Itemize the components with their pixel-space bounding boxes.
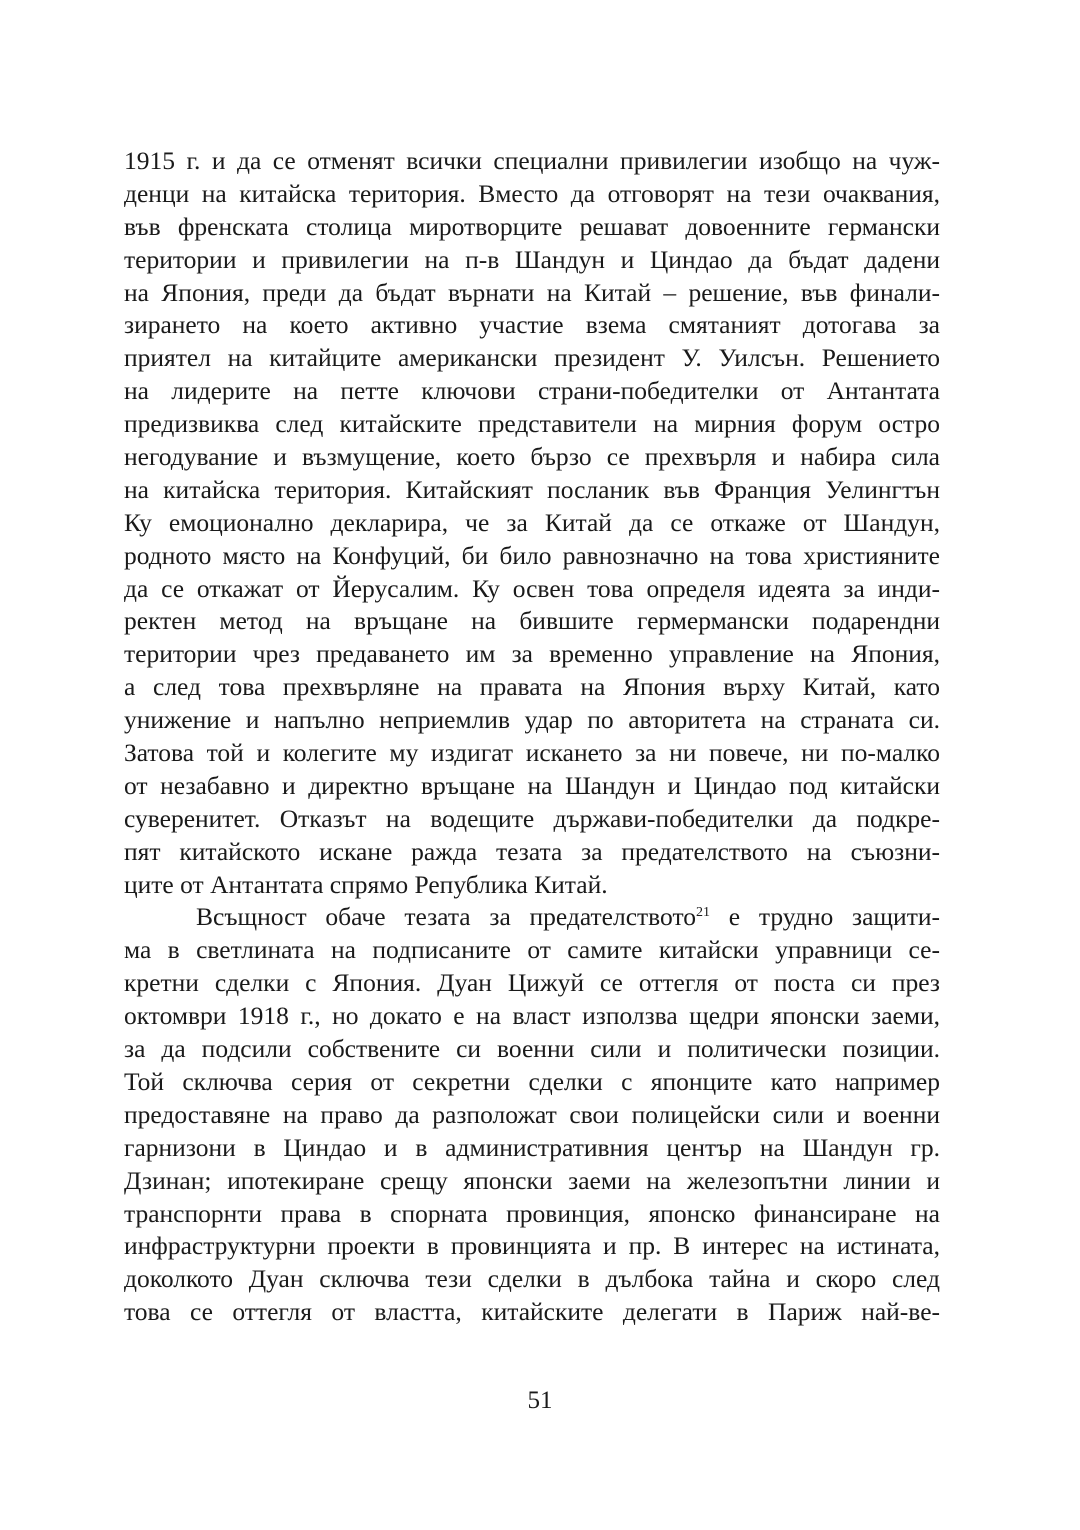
text-line: пят китайското искане ражда тезата за предателството на съюзни-: [124, 836, 940, 866]
text-line: във френската столица миротворците решават довоенните германски: [124, 211, 940, 241]
page-body: [124, 145, 940, 1329]
text-line: това се оттегля от властта, китайските делегати в Париж най-ве-: [124, 1297, 940, 1327]
text-line: унижение и напълно неприемлив удар по авторитета на страната си.: [124, 705, 940, 735]
text-fragment: е трудно защити-: [710, 902, 940, 932]
paragraph-2: [124, 901, 940, 1329]
text-fragment: Всъщност обаче тезата за предателството: [196, 902, 697, 932]
text-line: гарнизони в Циндао и в административния център на Шандун гр.: [124, 1132, 940, 1162]
text-line: ма в светлината на подписаните от самите китайски управници се-: [124, 935, 940, 965]
text-line: на Япония, преди да бъдат върнати на Китай – решение, във финали-: [124, 277, 940, 307]
text-line: от незабавно и директно връщане на Шандун и Циндао под китайски: [124, 770, 940, 800]
text-line: негодувание и възмущение, което бързо се прехвърля и набира сила: [124, 442, 940, 472]
text-line: територии и привилегии на п-в Шандун и Циндао да бъдат дадени: [124, 244, 940, 274]
text-line: кретни сделки с Япония. Дуан Цижуй се оттегля от поста си през: [124, 968, 940, 998]
text-line: за да подсили собствените си военни сили и политически позиции.: [124, 1034, 940, 1064]
text-line: доколкото Дуан сключва тези сделки в дълбока тайна и скоро след: [124, 1264, 940, 1294]
text-line: на китайска територия. Китайският посланик във Франция Уелингтън: [124, 474, 940, 504]
text-line: приятел на китайците американски президент У. Уилсън. Решението: [124, 343, 940, 373]
text-line: територии чрез предаването им за временно управление на Япония,: [124, 639, 940, 669]
text-line: предизвиква след китайските представители на мирния форум остро: [124, 409, 940, 439]
text-line: транспорнти права в спорната провинция, японско финансиране на: [124, 1198, 940, 1228]
text-line: Дзинан; ипотекиране срещу японски заеми на железопътни линии и: [124, 1165, 940, 1195]
footnote-reference[interactable]: 21: [696, 905, 711, 921]
text-line: [124, 901, 940, 934]
text-line: ците от Антантата спрямо Република Китай.: [124, 869, 608, 899]
text-line: октомври 1918 г., но докато е на власт използва щедри японски заеми,: [124, 1001, 940, 1031]
text-line: Той сключва серия от секретни сделки с японците като например: [124, 1066, 940, 1096]
text-line: Затова той и колегите му издигат искането за ни повече, ни по-малко: [124, 738, 940, 768]
text-line: на лидерите на петте ключови страни-победителки от Антантата: [124, 376, 940, 406]
text-line: Ку емоционално декларира, че за Китай да се откаже от Шандун,: [124, 507, 940, 537]
text-line: родното място на Конфуций, би било равнозначно на това християните: [124, 540, 940, 570]
text-line: ректен метод на връщане на бившите гермермански подарендни: [124, 606, 940, 636]
paragraph-1: [124, 145, 940, 901]
text-line: денци на китайска територия. Вместо да отговорят на тези очаквания,: [124, 178, 940, 208]
text-line: а след това прехвърляне на правата на Япония върху Китай, като: [124, 672, 940, 702]
text-line: 1915 г. и да се отменят всички специални привилегии изобщо на чуж-: [124, 146, 940, 175]
page-number: 51: [527, 1387, 553, 1414]
text-line: инфраструктурни проекти в провинцията и пр. В интерес на истината,: [124, 1231, 940, 1261]
text-line: предоставяне на право да разположат свои полицейски сили и военни: [124, 1099, 940, 1129]
text-line: да се откажат от Йерусалим. Ку освен това определя идеята за инди-: [124, 573, 940, 603]
text-line: зирането на което активно участие взема смятаният дотогава за: [124, 310, 940, 340]
text-line: суверенитет. Отказът на водещите държави-победителки да подкре-: [124, 803, 940, 833]
